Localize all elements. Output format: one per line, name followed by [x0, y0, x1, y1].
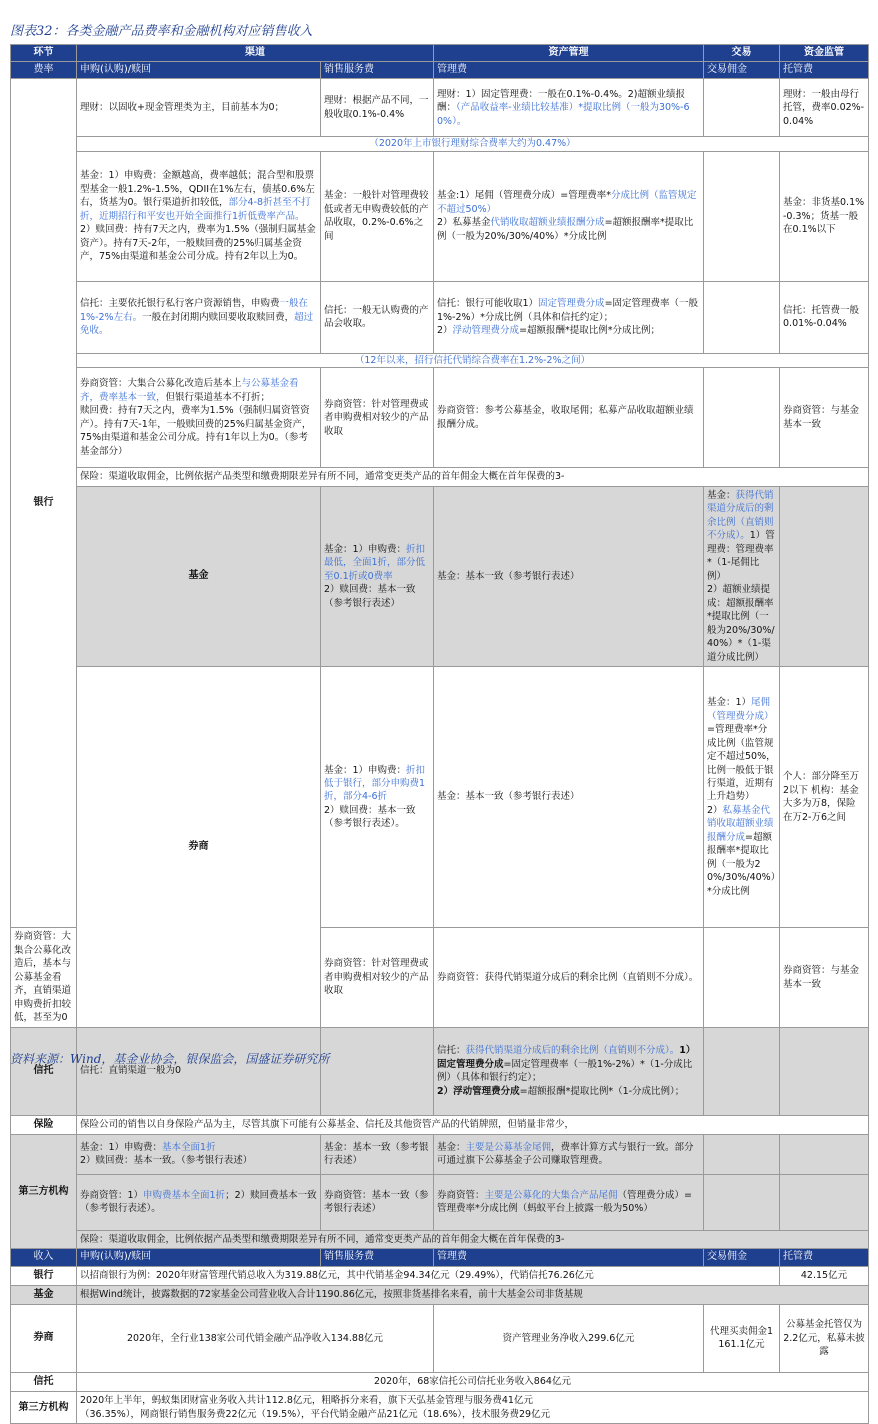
- income-broker-sales: 2020年，全行业138家公司代销金融产品净收入134.88亿元: [77, 1304, 434, 1372]
- header-custody-fee: 托管费: [780, 62, 869, 79]
- bank-broker-sales: 券商资管：针对管理费或者申购费相对较少的产品收取: [321, 368, 434, 468]
- broker-label: 券商: [77, 667, 321, 1028]
- bank-fund-mgmt-4: 代销收取超额业绩报酬分成: [490, 217, 605, 229]
- third-am-mgmt-3: （管理费分成）=管理费率*分成比例（蚂蚁平台上披露一般为50%）: [437, 1189, 692, 1215]
- income-third-label: 第三方机构: [11, 1392, 77, 1424]
- header-rate: 费率: [11, 62, 77, 79]
- income-third-text-2: （36.35%），网商银行销售服务费22亿元（19.5%），平台代销金融产品21亿元（18.6%），技术服务费29亿元: [80, 1408, 551, 1420]
- bank-trust-mgmt-4: 2）: [437, 325, 453, 337]
- broker-sales: 基金：基本一致（参考银行表述）: [434, 667, 704, 928]
- trust-mgmt-2: 获得代销渠道分成后的剩余比例（直销则不分成）。: [465, 1045, 680, 1057]
- third-ins-line: 保险：渠道收取佣金，比例依据产品类型和缴费期限差异有所不同，通常变更类产品的首年佣金大概在首年保费的3-: [77, 1230, 869, 1248]
- third-am-sub-1: 券商资管：1）: [80, 1189, 144, 1201]
- bank-fund-mgmt-1: 基金:1）尾佣（管理费分成）=管理费率*: [437, 190, 611, 202]
- trust-mgmt-4: =固定管理费率（一般1%-2%）*（1-分成比例）（具体和银行约定）；: [437, 1058, 693, 1084]
- income-header-subscribe: 申购(认购)/赎回: [77, 1249, 321, 1266]
- trust-sub: 信托：直销渠道一般为0: [77, 1027, 321, 1115]
- broker-mgmt-1: 基金：1）: [707, 697, 752, 709]
- third-am-mgmt-1: 券商资管：: [437, 1189, 485, 1201]
- income-header-row: [11, 1249, 869, 1266]
- broker-mgmt-2: 尾佣（管理费分成）: [707, 697, 774, 722]
- broker-am-custody: 券商资管：与基金基本一致: [780, 928, 869, 1027]
- third-am-sub-2: 申购费基本全面1折: [143, 1189, 226, 1201]
- bank-fund-sub-2: 部分4-8折甚至不打折，近期招行和平安也开始全面推行1折低费率产品。: [80, 197, 311, 222]
- bank-trust-sales: 信托：一般无认购费的产品会收取。: [321, 281, 434, 353]
- bank-fund-mgmt: [434, 151, 704, 281]
- header-trading: 交易: [704, 45, 780, 62]
- bank-trust-mgmt-5: 浮动管理费分成: [452, 325, 520, 337]
- broker-sub: [321, 667, 434, 928]
- income-header-label: 收入: [11, 1249, 77, 1266]
- fund-mgmt-4: 2）超额业绩提成：超额报酬率*提取比例（一般为20%/30%/40%）*（1-渠道分成比例）: [707, 584, 775, 663]
- bank-broker-sub-2: 与公募基金看齐，费率基本一致，: [80, 378, 299, 403]
- header-row-2: [11, 62, 869, 79]
- income-third-row: [11, 1392, 869, 1424]
- broker-mgmt-3: =管理费率*分成比例（监管规定不超过50%，比例一般低于银行渠道，近期有上升趋势）: [707, 724, 776, 803]
- bank-fund-row: [11, 151, 869, 281]
- bank-fund-sub-1: 基金：1）申购费：金额越高，费率越低；混合型和股票型基金一般1.2%-1.5%，QDII在1%左右，债基0.6%左右，货基为0。银行渠道折扣较低，: [80, 170, 315, 209]
- income-bank-text: 以招商银行为例：2020年财富管理代销总收入为319.88亿元，其中代销基金94.34亿元（29.49%），代销信托76.26亿元: [77, 1266, 780, 1285]
- income-header-commission: 交易佣金: [704, 1249, 780, 1266]
- bank-trust-row: [11, 281, 869, 353]
- broker-mgmt-5: 私募基金代销收取超额业绩报酬分成: [707, 804, 774, 843]
- third-fund-mgmt: [434, 1134, 704, 1174]
- bank-note-1-row: [11, 137, 869, 151]
- bank-broker-sub: [77, 368, 321, 468]
- third-fund-row: [11, 1134, 869, 1174]
- third-am-sub: [77, 1174, 321, 1230]
- header-custody: 资金监管: [780, 45, 869, 62]
- income-trust-row: [11, 1372, 869, 1391]
- bank-insurance-row: [11, 468, 869, 486]
- bank-label: 银行: [11, 79, 77, 928]
- bank-trust-custody: 信托：托管费一般0.01%-0.04%: [780, 281, 869, 353]
- bank-broker-sub-4: 赎回费：持有7天之内，费率为1.5%（强制归属资管资产）。持有7天-1年，一般赎回费的25%归属基金资产，75%由渠道和基金公司分成。持有1年以上为0。（参考基金部分）: [80, 405, 312, 457]
- fund-sub-3: 2）赎回费：基本一致（参考银行表述）: [324, 584, 416, 609]
- bank-fund-mgmt-2: 分成比例（监管规定不超过50%）: [437, 190, 697, 215]
- fee-revenue-table: [10, 44, 869, 1424]
- third-am-mgmt: [434, 1174, 704, 1230]
- third-fund-mgmt-3: ，费率计算方式与银行一致。部分可通过旗下公募基金子公司赚取管理费。: [437, 1141, 694, 1167]
- broker-am-sub: 券商资管：大集合公募化改造后，基本与公募基金看齐，直销渠道申购费折扣较低，甚至为0: [11, 928, 77, 1027]
- bank-fund-sub-3: 2）赎回费：持有7天之内，费率为1.5%（强制归属基金资产）。持有7天-2年，一般赎回费的25%归属基金资产，75%由渠道和基金公司分成。持有2年以上为0。: [80, 224, 316, 263]
- fund-sales: 基金：基本一致（参考银行表述）: [434, 486, 704, 666]
- third-fund-mgmt-2: 主要是公募基金尾佣: [465, 1141, 552, 1153]
- fund-mgmt-1: 基金：: [707, 489, 736, 501]
- bank-fund-sales: 基金：一般针对管理费较低或者无申购费较低的产品收取，0.2%-0.6%之间: [321, 151, 434, 281]
- broker-mgmt-6: =超额报酬率*提取比例（一般为20%/30%/40%）*分成比例: [707, 831, 776, 897]
- figure-title: 图表32：各类金融产品费率和金融机构对应销售收入: [10, 24, 313, 39]
- broker-fund-row: [11, 667, 869, 928]
- bank-wm-mgmt: [434, 79, 704, 137]
- bank-fund-mgmt-5: =超额报酬率*提取比例（一般为20%/30%/40%）*分成比例: [437, 217, 694, 242]
- header-sales-fee: 销售服务费: [321, 62, 434, 79]
- income-broker-label: 券商: [11, 1304, 77, 1372]
- fund-sub-2: 折扣最低，全面1折，部分低至0.1折或0费率: [324, 543, 426, 582]
- third-am-row: [11, 1174, 869, 1230]
- bank-trust-sub-4: 超过免收。: [80, 311, 314, 337]
- header-channel: 渠道: [77, 45, 434, 62]
- broker-sub-3: 2）赎回费：基本一致（参考银行表述）。: [324, 804, 416, 830]
- bank-wm-custody: 理财：一般由母行托管，费率0.02%-0.04%: [780, 79, 869, 137]
- broker-am-sales: 券商资管：针对管理费或者申购费相对较少的产品收取: [321, 928, 434, 1027]
- fund-sub-1: 基金：1）申购费：: [324, 543, 407, 555]
- header-commission: 交易佣金: [704, 62, 780, 79]
- insurance-label: 保险: [11, 1115, 77, 1134]
- income-header-mgmt: 管理费: [434, 1249, 704, 1266]
- bank-fund-mgmt-3: 2）私募基金: [437, 217, 491, 229]
- bank-broker-sub-1: 券商资管：大集合公募化改造后基本上: [80, 378, 242, 390]
- bank-wm-mgmt-b: （产品收益率-业绩比较基准）*提取比例（一般为30%-60%）。: [437, 102, 690, 127]
- fund-mgmt-3: 1）管理费：管理费率*（1-尾佣比例）: [707, 530, 775, 582]
- trust-mgmt-3: 1）固定管理费分成: [437, 1045, 696, 1070]
- bank-wm-mgmt-a: 理财：1）固定管理费：一般在0.1%-0.4%。2)超额业绩报酬：: [437, 88, 685, 114]
- third-am-sales: 券商资管：基本一致（参考银行表述）: [321, 1174, 434, 1230]
- header-mgmt-fee: 管理费: [434, 62, 704, 79]
- income-trust-text: 2020年，68家信托公司信托业务收入864亿元: [77, 1372, 869, 1391]
- third-fund-sub-3: 2）赎回费：基本一致。（参考银行表述）: [80, 1155, 253, 1167]
- income-fund-row: [11, 1285, 869, 1304]
- income-header-custody: 托管费: [780, 1249, 869, 1266]
- bank-note-2-row: [11, 353, 869, 367]
- bank-wm-row: [11, 79, 869, 137]
- bank-trust-mgmt-6: =超额报酬*提取比例*分成比例；: [519, 325, 661, 337]
- trust-mgmt-6: =超额报酬*提取比例*（1-分成比例）；: [519, 1085, 685, 1097]
- header-row-1: [11, 45, 869, 62]
- third-fund-sales: 基金：基本一致（参考银行表述）: [321, 1134, 434, 1174]
- fund-mgmt: [704, 486, 780, 666]
- source-note: 资料来源：Wind，基金业协会，银保监会，国盛证券研究所: [10, 1052, 330, 1066]
- bank-trust-sub-3: 一般在封闭期内赎回要收取赎回费，: [142, 311, 295, 323]
- third-am-sub-3: ；2）赎回费基本一致（参考银行表述）。: [80, 1189, 317, 1215]
- bank-wm-sales: 理财：根据产品不同，一般收取0.1%-0.4%: [321, 79, 434, 137]
- bank-insurance-line: 保险：渠道收取佣金，比例依据产品类型和缴费期限差异有所不同，通常变更类产品的首年佣金大概在首年保费的3-: [77, 468, 869, 486]
- bank-fund-custody: 基金：非货基0.1%-0.3%；货基一般在0.1%以下: [780, 151, 869, 281]
- broker-am-mgmt: 券商资管：获得代销渠道分成后的剩余比例（直销则不分成）。: [434, 928, 704, 1027]
- header-segment: 环节: [11, 45, 77, 62]
- broker-mgmt: [704, 667, 780, 928]
- income-bank-custody: 42.15亿元: [780, 1266, 869, 1285]
- income-broker-commission: 代理买卖佣金1161.1亿元: [704, 1304, 780, 1372]
- broker-commission: 个人：部分降至万2以下 机构：基金大多为万8，保险在万2-万6之间: [780, 667, 869, 928]
- trust-mgmt: [434, 1027, 704, 1115]
- broker-sub-2: 折扣低于银行，部分申购费1折，部分4-6折: [324, 764, 426, 803]
- bank-trust-mgmt: [434, 281, 704, 353]
- income-bank-label: 银行: [11, 1266, 77, 1285]
- broker-mgmt-4: 2）: [707, 804, 723, 816]
- income-fund-text: 根据Wind统计，披露数据的72家基金公司营业收入合计1190.86亿元，按照非货基排名来看，前十大基金公司非货基规: [77, 1285, 869, 1304]
- insurance-text: 保险公司的销售以自身保险产品为主，尽管其旗下可能有公募基金、信托及其他资管产品的代销牌照，但销量非常少，: [77, 1115, 869, 1134]
- header-asset-mgmt: 资产管理: [434, 45, 704, 62]
- bank-broker-custody: 券商资管：与基金基本一致: [780, 368, 869, 468]
- bank-trust-sub-2: 一般在1%-2%左右。: [80, 298, 309, 323]
- third-ins-row: [11, 1230, 869, 1248]
- third-fund-sub: [77, 1134, 321, 1174]
- bank-note-2: （12年以来，招行信托代销综合费率在1.2%-2%之间）: [77, 353, 869, 367]
- income-broker-custody: 公募基金托管仅为2.2亿元，私募未披露: [780, 1304, 869, 1372]
- fund-sub: [321, 486, 434, 666]
- trust-row: [11, 1027, 869, 1115]
- bank-trust-mgmt-1: 信托：银行可能收取1）: [437, 298, 539, 310]
- broker-sub-1: 基金：1）申购费：: [324, 764, 407, 776]
- bank-trust-mgmt-2: 固定管理费分成: [538, 298, 605, 310]
- income-bank-row: [11, 1266, 869, 1285]
- income-broker-row: [11, 1304, 869, 1372]
- bank-broker-sub-3: 但银行渠道基本不打折；: [165, 391, 271, 403]
- bank-wm-sub: 理财：以固收+现金管理类为主，目前基本为0；: [77, 79, 321, 137]
- trust-label: 信托: [11, 1027, 77, 1115]
- income-fund-label: 基金: [11, 1285, 77, 1304]
- third-fund-sub-1: 基金：1）申购费：: [80, 1141, 163, 1153]
- insurance-row: [11, 1115, 869, 1134]
- third-label: 第三方机构: [11, 1134, 77, 1248]
- trust-mgmt-1: 信托：: [437, 1045, 466, 1057]
- bank-trust-mgmt-3: =固定管理费率（一般1%-2%）*分成比例（具体和信托约定）；: [437, 298, 699, 323]
- trust-mgmt-5: 2）浮动管理费分成: [437, 1085, 520, 1097]
- income-header-sales: 销售服务费: [321, 1249, 434, 1266]
- bank-trust-sub-1: 信托：主要依托银行私行客户资源销售，申购费: [80, 298, 280, 310]
- bank-broker-mgmt: 券商资管：参考公募基金，收取尾佣；私募产品收取超额业绩报酬分成。: [434, 368, 704, 468]
- header-subscribe: 申购(认购)/赎回: [77, 62, 321, 79]
- bank-trust-sub: [77, 281, 321, 353]
- third-fund-sub-2: 基本全面1折: [162, 1141, 216, 1153]
- income-third-text: [77, 1392, 869, 1424]
- fund-row: [11, 486, 869, 666]
- fund-label: 基金: [77, 486, 321, 666]
- income-third-text-1: 2020年上半年，蚂蚁集团财富业务收入共计112.8亿元，粗略拆分来看，旗下天弘基金管理与服务费41亿元: [80, 1395, 533, 1407]
- bank-note-1: （2020年上市银行理财综合费率大约为0.47%）: [77, 137, 869, 151]
- third-am-mgmt-2: 主要是公募化的大集合产品尾佣: [484, 1189, 618, 1201]
- income-trust-label: 信托: [11, 1372, 77, 1391]
- fund-mgmt-2: 获得代销渠道分成后的剩余比例（直销则不分成）。: [707, 489, 774, 542]
- bank-fund-sub: [77, 151, 321, 281]
- third-fund-mgmt-1: 基金：: [437, 1141, 466, 1153]
- income-broker-mgmt: 资产管理业务净收入299.6亿元: [434, 1304, 704, 1372]
- bank-broker-row: [11, 368, 869, 468]
